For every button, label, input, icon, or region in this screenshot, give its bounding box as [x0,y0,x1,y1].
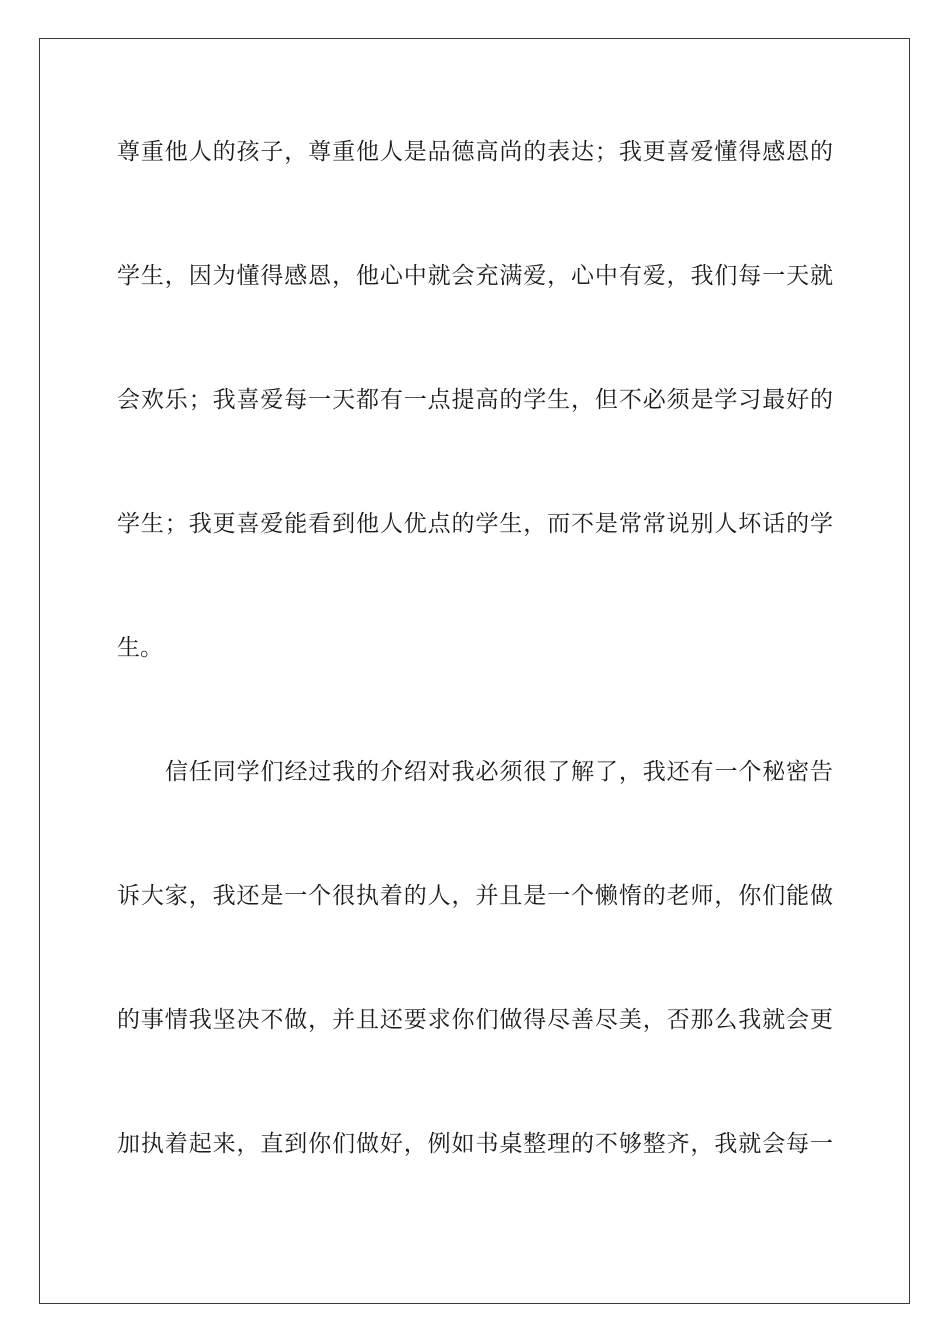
paragraph-2-line-2: 诉大家，我还是一个很执着的人，并且是一个懒惰的老师，你们能做 [117,883,833,909]
paragraph-1-line-2: 学生，因为懂得感恩，他心中就会充满爱，心中有爱，我们每一天就 [117,263,833,289]
paragraph-2-line-3: 的事情我坚决不做，并且还要求你们做得尽善尽美，否那么我就会更 [117,1007,833,1033]
paragraph-1-line-4: 学生；我更喜爱能看到他人优点的学生，而不是常常说别人坏话的学 [117,511,833,537]
paragraph-1-line-5: 生。 [117,635,163,661]
paragraph-2-line-1: 信任同学们经过我的介绍对我必须很了解了，我还有一个秘密告 [165,759,833,785]
paragraph-1-line-3: 会欢乐；我喜爱每一天都有一点提高的学生，但不必须是学习最好的 [117,387,833,413]
page-border [39,38,910,1304]
paragraph-2-line-4: 加执着起来，直到你们做好，例如书桌整理的不够整齐，我就会每一 [117,1131,833,1157]
paragraph-1-line-1: 尊重他人的孩子，尊重他人是品德高尚的表达；我更喜爱懂得感恩的 [117,139,833,165]
